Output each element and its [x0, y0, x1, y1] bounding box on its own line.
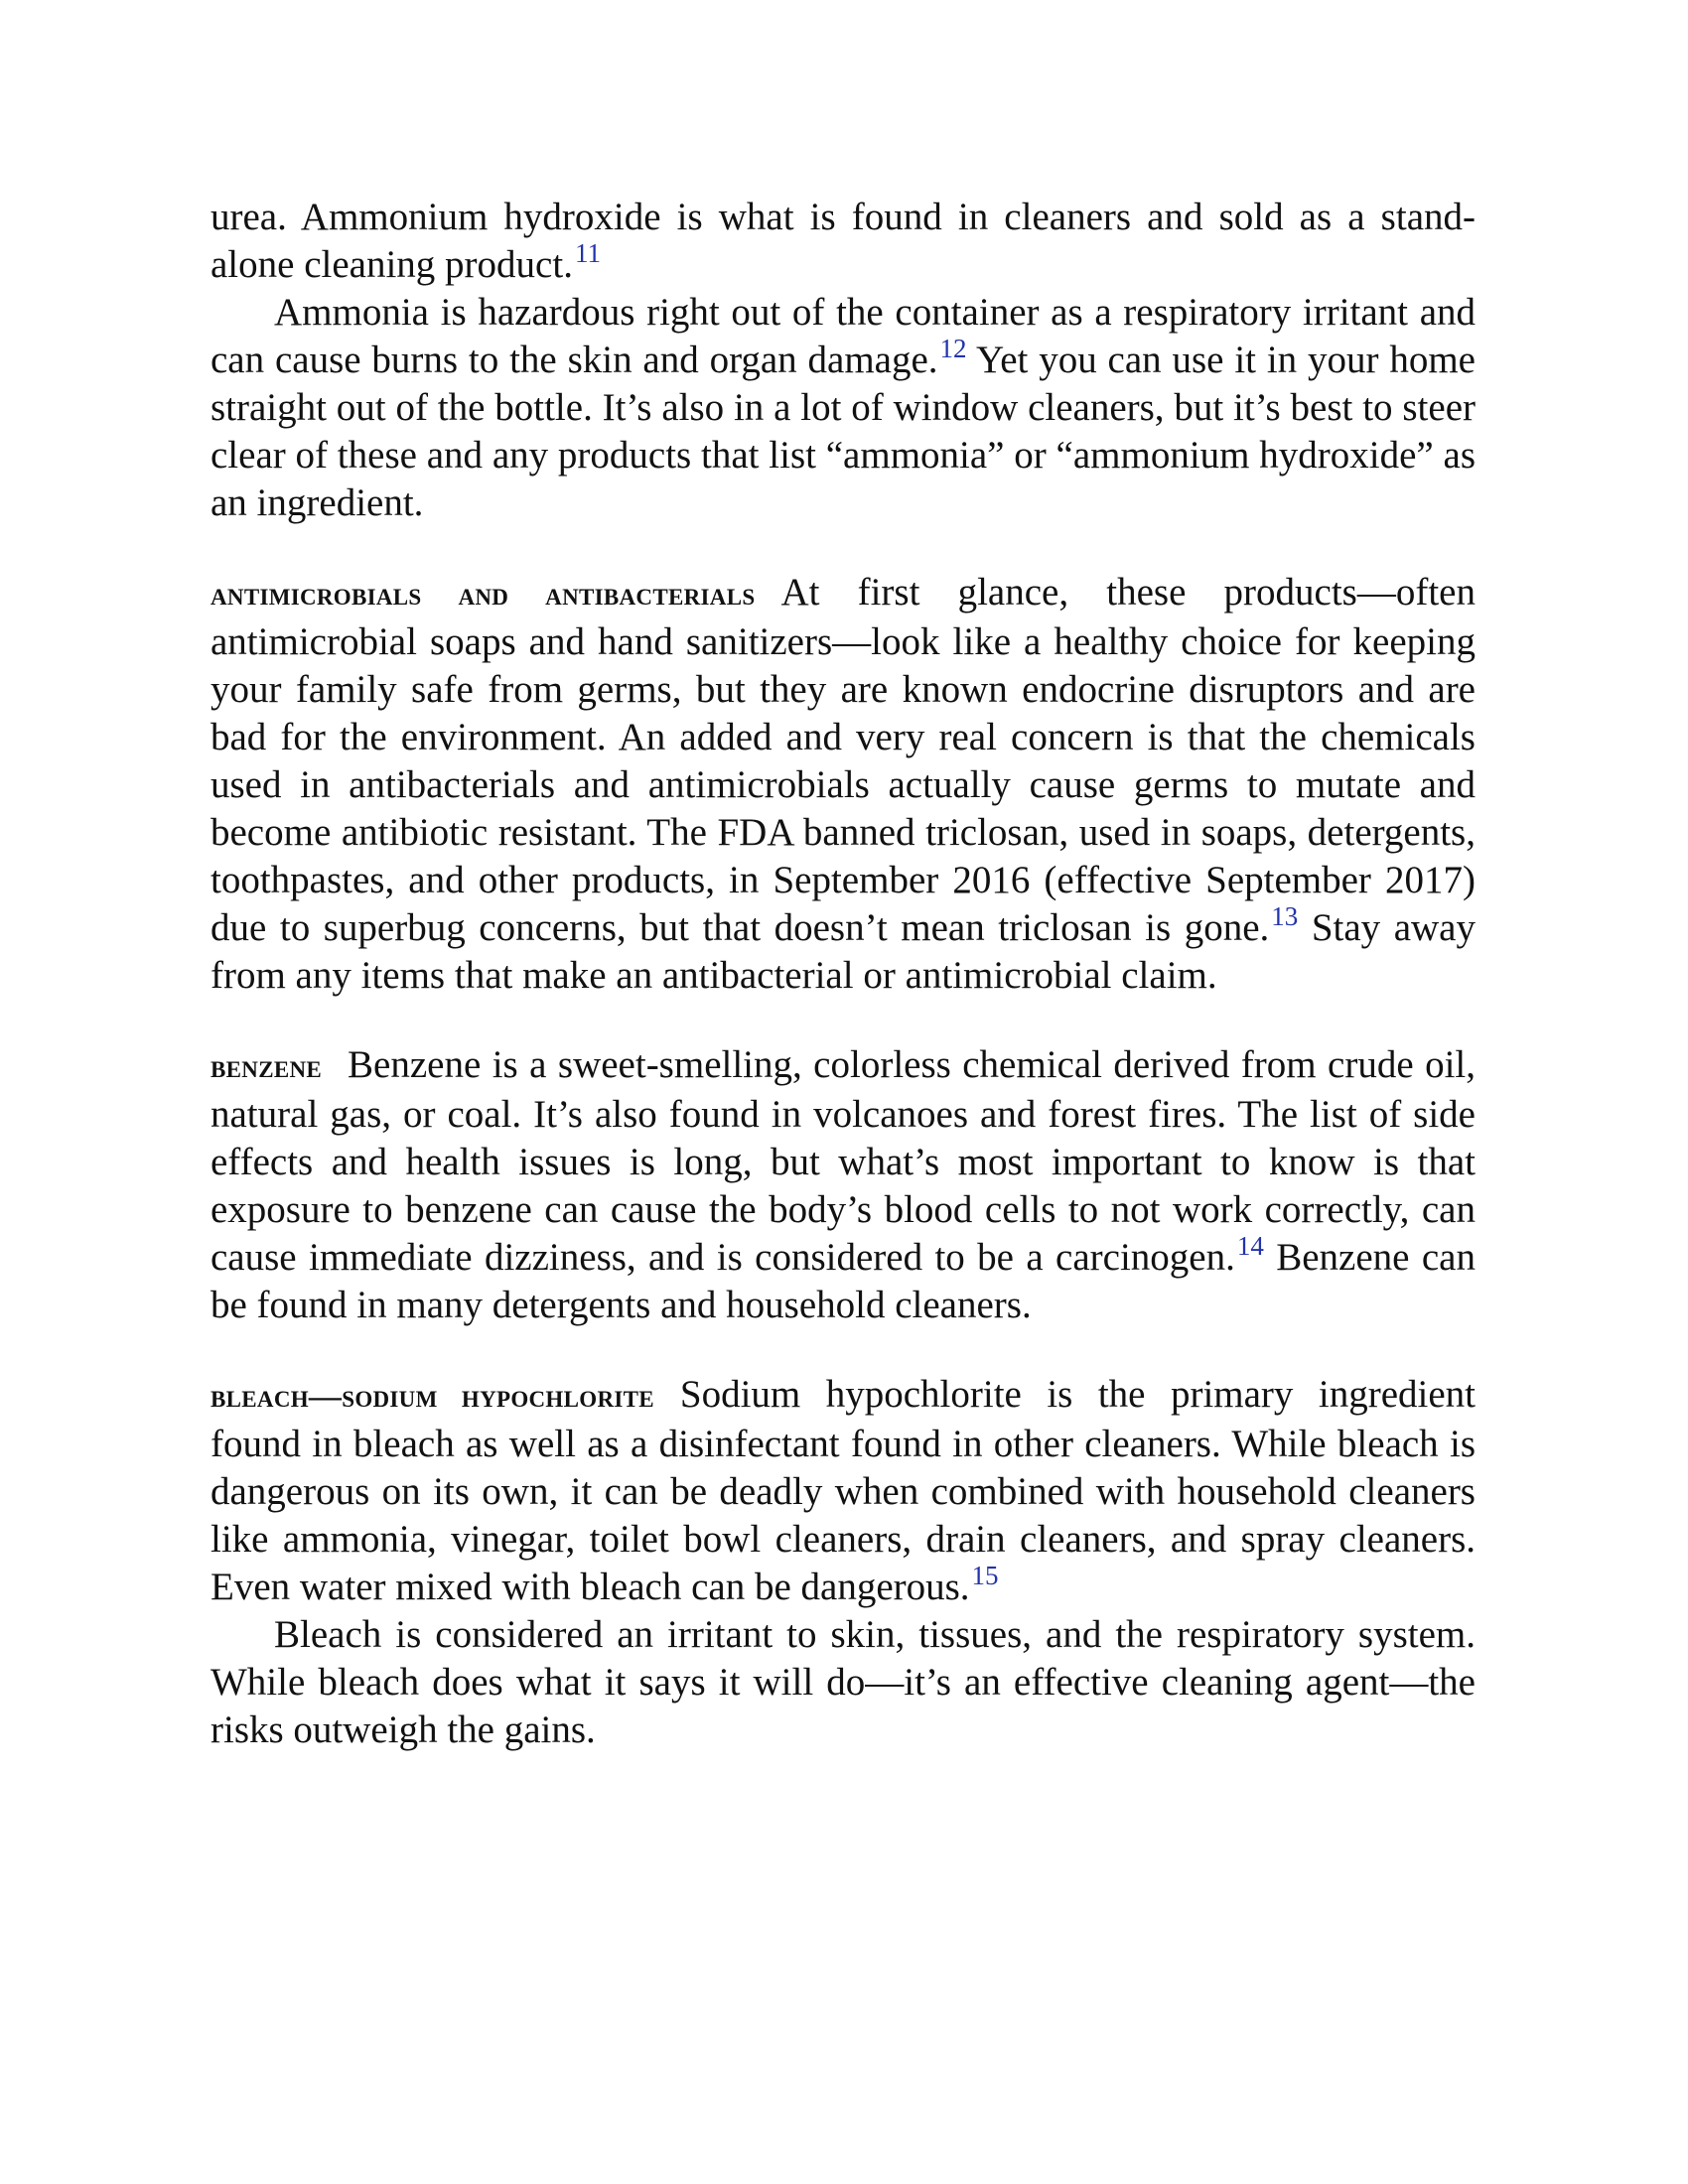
entry-text: Benzene is a sweet-smelling, colorless chemical derived from crude oil, natural gas, or coal. It’s also found in volcanoes and forest fires. The list of side effects and health issues is long, but what’s most important to know is that exposure to benzene can cause the body’s blood cells to not work correctly, can cause immediate dizziness, and is considered to be a carcinogen.: [211, 1043, 1476, 1279]
footnote-ref-14[interactable]: 14: [1236, 1231, 1264, 1261]
entry-text: At first glance, these products—often antimicrobial soaps and hand sanitizers—look like a healthy choice for keeping your family safe from germs, but they are known endocrine disruptors and are bad for the environment. An added and very real concern is that the chemicals used in antibacterials and antimicrobials actually cause germs to mutate and become antibiotic resistant. The FDA banned triclosan, used in soaps, detergents, toothpastes, and other products, in September 2016 (effective September 2017) due to superbug concerns, but that doesn’t mean triclosan is gone.: [211, 571, 1476, 949]
paragraph-text: Ammonia is hazardous right out of the container as a respiratory irritant and can cause burns to the skin and organ damage.: [211, 291, 1476, 381]
paragraph-text-continued: Yet you can use it in your home straight out of the bottle. It’s also in a lot of window cleaners, but it’s best to steer clear of these and any products that list “ammonia” or “ammonium hydroxide” as an ingredient.: [211, 339, 1476, 524]
entry-text: Sodium hypochlorite is the primary ingredient found in bleach as well as a disinfectant found in other cleaners. While bleach is dangerous on its own, it can be deadly when combined with household cleaners like ammonia, vinegar, toilet bowl cleaners, drain cleaners, and spray cleaners. Even water mixed with bleach can be dangerous.: [211, 1373, 1477, 1608]
footnote-ref-15[interactable]: 15: [971, 1561, 999, 1590]
entry-heading-bleach: bleach—sodium hypochlorite: [211, 1379, 654, 1415]
paragraph-text: Bleach is considered an irritant to skin, tissues, and the respiratory system. While bleach does what it says it will do—it’s an effective cleaning agent—the risks outweigh the gains.: [211, 1613, 1476, 1751]
paragraph-text: urea. Ammonium hydroxide is what is found in cleaners and sold as a stand-alone cleaning product.: [211, 196, 1476, 286]
entry-bleach: [211, 1371, 1476, 1611]
entry-text-continued: Stay away from any items that make an antibacterial or antimicrobial claim.: [211, 906, 1476, 997]
paragraph-urea: [211, 194, 1476, 289]
footnote-ref-13[interactable]: 13: [1271, 901, 1299, 931]
paragraph-ammonia: [211, 289, 1476, 527]
entry-antimicrobials: [211, 569, 1476, 1000]
footnote-ref-12[interactable]: 12: [939, 334, 967, 363]
footnote-ref-11[interactable]: 11: [574, 238, 601, 268]
page-body: [211, 194, 1476, 1754]
entry-heading-benzene: benzene: [211, 1049, 323, 1085]
entry-benzene: [211, 1041, 1476, 1329]
entry-text-continued: Benzene can be found in many detergents and household cleaners.: [211, 1236, 1476, 1326]
entry-heading-antimicrobials: antimicrobials and antibacterials: [211, 577, 756, 613]
paragraph-bleach-risks: [211, 1611, 1476, 1754]
